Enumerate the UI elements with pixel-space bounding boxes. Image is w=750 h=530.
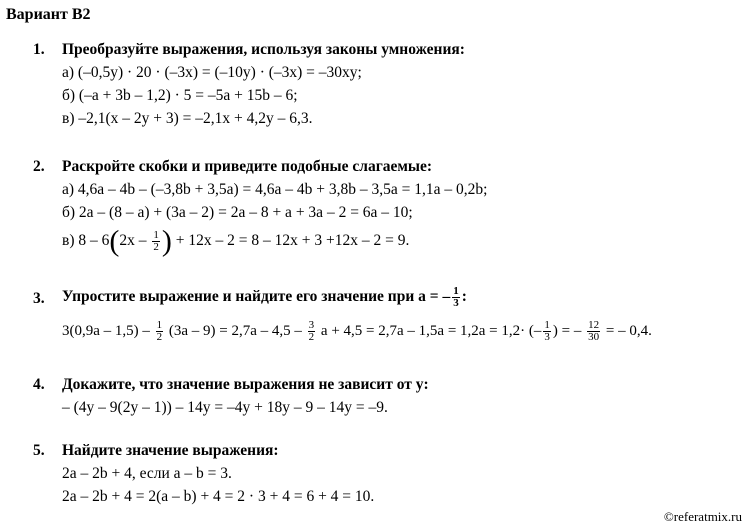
fraction (587, 320, 600, 343)
task-number: 5. (33, 442, 45, 459)
task-line: – (4y – 9(2y – 1)) – 14y = –4y + 18y – 9 – 14y = –9. (62, 399, 388, 416)
numerator: 1 (153, 229, 159, 241)
task-line: б) (–a + 3b – 1,2) · 5 = –5a + 15b – 6; (62, 87, 298, 104)
numerator: 3 (308, 319, 315, 331)
denominator: 3 (453, 297, 459, 309)
task-line (62, 224, 410, 258)
task-number: 2. (33, 158, 45, 175)
task-heading (62, 286, 467, 309)
fraction (543, 320, 551, 343)
expr-part: a + 4,5 = 2,7a – 1,5a = 1,2a = 1,2· (– (317, 322, 542, 339)
paren-open: ( (109, 224, 120, 258)
expr-part: в) 8 – 6 (62, 232, 110, 250)
expr-part: 2x – (119, 232, 151, 250)
denominator: 2 (156, 331, 163, 343)
denominator: 3 (544, 331, 550, 343)
denominator: 2 (153, 241, 159, 253)
fraction (152, 230, 160, 253)
expr-part: + 12x – 2 = 8 – 12x + 3 +12x – 2 = 9. (171, 232, 410, 250)
task-line: в) –2,1(x – 2y + 3) = –2,1x + 4,2y – 6,3. (62, 110, 313, 127)
heading-part: : (461, 288, 467, 306)
task-line: 2a – 2b + 4 = 2(a – b) + 4 = 2 · 3 + 4 = 6 + 4 = 10. (62, 488, 375, 505)
task-number: 1. (33, 41, 45, 58)
task-line: а) (–0,5y) · 20 · (–3x) = (–10y) · (–3x) = –30xy; (62, 64, 362, 81)
fraction (452, 286, 460, 309)
task-line: б) 2a – (8 – a) + (3a – 2) = 2a – 8 + a + 3a – 2 = 6a – 10; (62, 204, 413, 221)
paren-close: ) (161, 224, 172, 258)
task-heading: Раскройте скобки и приведите подобные слагаемые: (62, 158, 433, 175)
heading-part: Упростите выражение и найдите его значение при a = – (62, 288, 451, 306)
task-heading: Найдите значение выражения: (62, 442, 279, 459)
denominator: 30 (588, 331, 600, 343)
denominator: 2 (308, 331, 315, 343)
task-heading: Докажите, что значение выражения не зависит от y: (62, 376, 429, 393)
fraction (156, 320, 164, 343)
expr-part: 3(0,9a – 1,5) – (62, 322, 154, 339)
numerator: 1 (453, 285, 459, 297)
expr-part: = – 0,4. (602, 322, 652, 339)
expr-part: (3a – 9) = 2,7a – 4,5 – (165, 322, 306, 339)
task-heading: Преобразуйте выражения, используя законы умножения: (62, 41, 465, 58)
numerator: 12 (588, 319, 600, 331)
task-line: а) 4,6a – 4b – (–3,8b + 3,5a) = 4,6a – 4b + 3,8b – 3,5a = 1,1a – 0,2b; (62, 181, 488, 198)
numerator: 1 (156, 319, 163, 331)
expr-part: ) = – (552, 322, 586, 339)
task-number: 3. (33, 290, 45, 307)
page-title: Вариант В2 (6, 6, 91, 23)
task-line: 2a – 2b + 4, если a – b = 3. (62, 465, 232, 482)
numerator: 1 (544, 319, 550, 331)
task-solution (62, 320, 652, 343)
task-number: 4. (33, 376, 45, 393)
fraction (308, 320, 316, 343)
copyright-watermark: ©referatmix.ru (663, 509, 742, 524)
